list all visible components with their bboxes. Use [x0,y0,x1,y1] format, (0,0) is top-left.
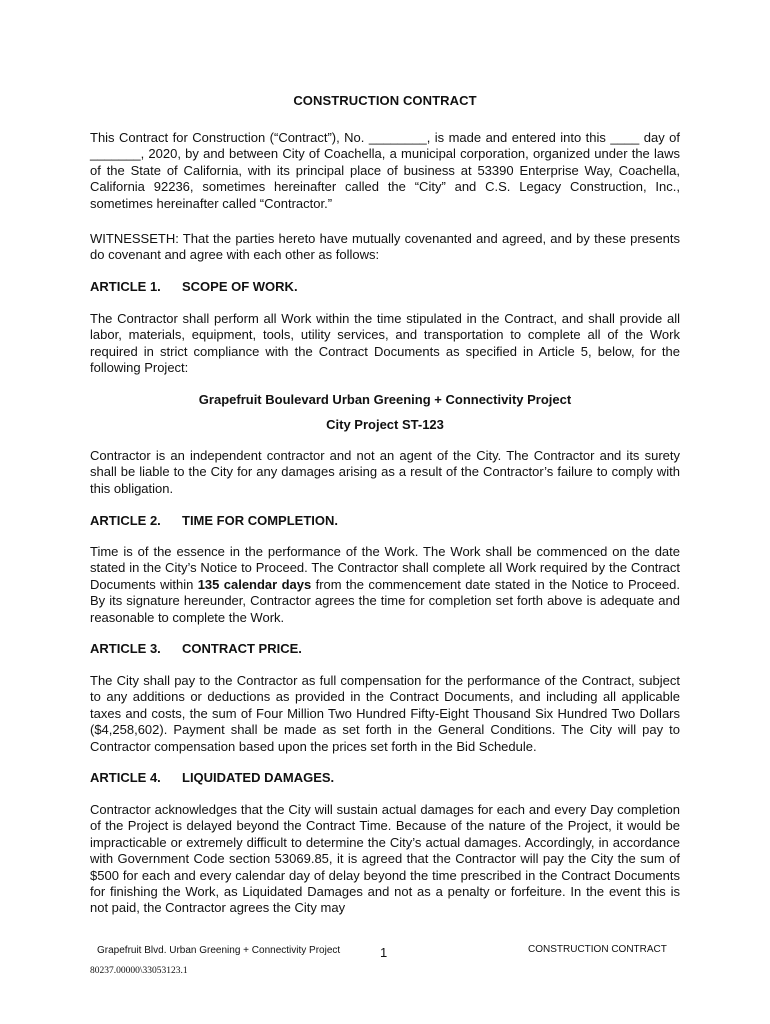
article-2-completion-days: 135 calendar days [197,576,312,592]
article-2-title: TIME FOR COMPLETION. [182,513,338,528]
article-2-number: ARTICLE 2. [90,513,161,528]
project-number: City Project ST-123 [326,417,444,432]
article-2-heading [90,513,338,528]
article-2-body-part-1: Time is of the essence in the performance of the Work. The Work shall be commenced on the date stated in the City’s Notice to Proceed. The Contractor shall complete all Work required by the Contract Documents within [90,544,680,592]
footer-page-number: 1 [380,945,388,960]
article-3-body: The City shall pay to the Contractor as full compensation for the performance of the Contract, subject to any additions or deductions as provided in the Contract Documents, and including all applicable taxes and costs, the sum of Four Million Two Hundred Fifty-Eight Thousand Six Hundred Two Dollars ($4,258,602). Payment shall be made as set forth in the General Conditions. The City will pay to Contractor compensation based upon the prices set forth in the Bid Schedule. [90,673,680,754]
article-4-number: ARTICLE 4. [90,770,161,785]
article-1-number: ARTICLE 1. [90,279,161,294]
article-1-body-2: Contractor is an independent contractor and not an agent of the City. The Contractor and its surety shall be liable to the City for any damages arising as a result of the Contractor’s failure to comply with this obligation. [90,448,680,496]
witnesseth-paragraph: WITNESSETH: That the parties hereto have mutually covenanted and agreed, and by these presents do covenant and agree with each other as follows: [90,231,680,263]
project-name: Grapefruit Boulevard Urban Greening + Connectivity Project [198,392,572,407]
article-1-title: SCOPE OF WORK. [182,279,298,294]
article-3-heading [90,641,302,656]
document-title: CONSTRUCTION CONTRACT [293,93,477,108]
article-4-body: Contractor acknowledges that the City will sustain actual damages for each and every Day completion of the Project is delayed beyond the Contract Time. Because of the nature of the Project, it would be impracticable or extremely difficult to determine the City’s actual damages. Accordingly, in accordance with Government Code section 53069.85, it is agreed that the Contractor will pay the City the sum of $500 for each and every calendar day of delay beyond the time prescribed in the Contract Documents for finishing the Work, as Liquidated Damages and not as a penalty or forfeiture. In the event this is not paid, the Contractor agrees the City may [90,802,680,916]
article-2-body [90,544,680,626]
article-4-title: LIQUIDATED DAMAGES. [182,770,335,785]
article-1-heading [90,279,298,294]
article-2-body-part-2: from the commencement date stated in the Notice to Proceed. By its signature hereunder, Contractor agrees the time for completion set forth above is adequate and reasonable to complete the Work. [90,576,680,625]
article-4-heading [90,770,334,785]
intro-paragraph: This Contract for Construction (“Contract”), No. ________, is made and entered into this ____ day of _______, 2020, by and between City of Coachella, a municipal corporation, organized under the laws of the State of California, with its principal place of business at 53390 Enterprise Way, Coachella, California 92236, sometimes hereinafter called the “City” and C.S. Legacy Construction, Inc., sometimes hereinafter called “Contractor.” [90,130,680,211]
article-1-body: The Contractor shall perform all Work within the time stipulated in the Contract, and shall provide all labor, materials, equipment, tools, utility services, and transportation to complete all of the Work required in strict compliance with the Contract Documents as specified in Article 5, below, for the following Project: [90,311,680,376]
article-3-number: ARTICLE 3. [90,641,161,656]
footer-document-id: 80237.00000\33053123.1 [90,966,188,976]
footer-project-name: Grapefruit Blvd. Urban Greening + Connectivity Project [97,945,341,956]
article-3-title: CONTRACT PRICE. [182,641,302,656]
footer-document-title: CONSTRUCTION CONTRACT [528,944,667,955]
